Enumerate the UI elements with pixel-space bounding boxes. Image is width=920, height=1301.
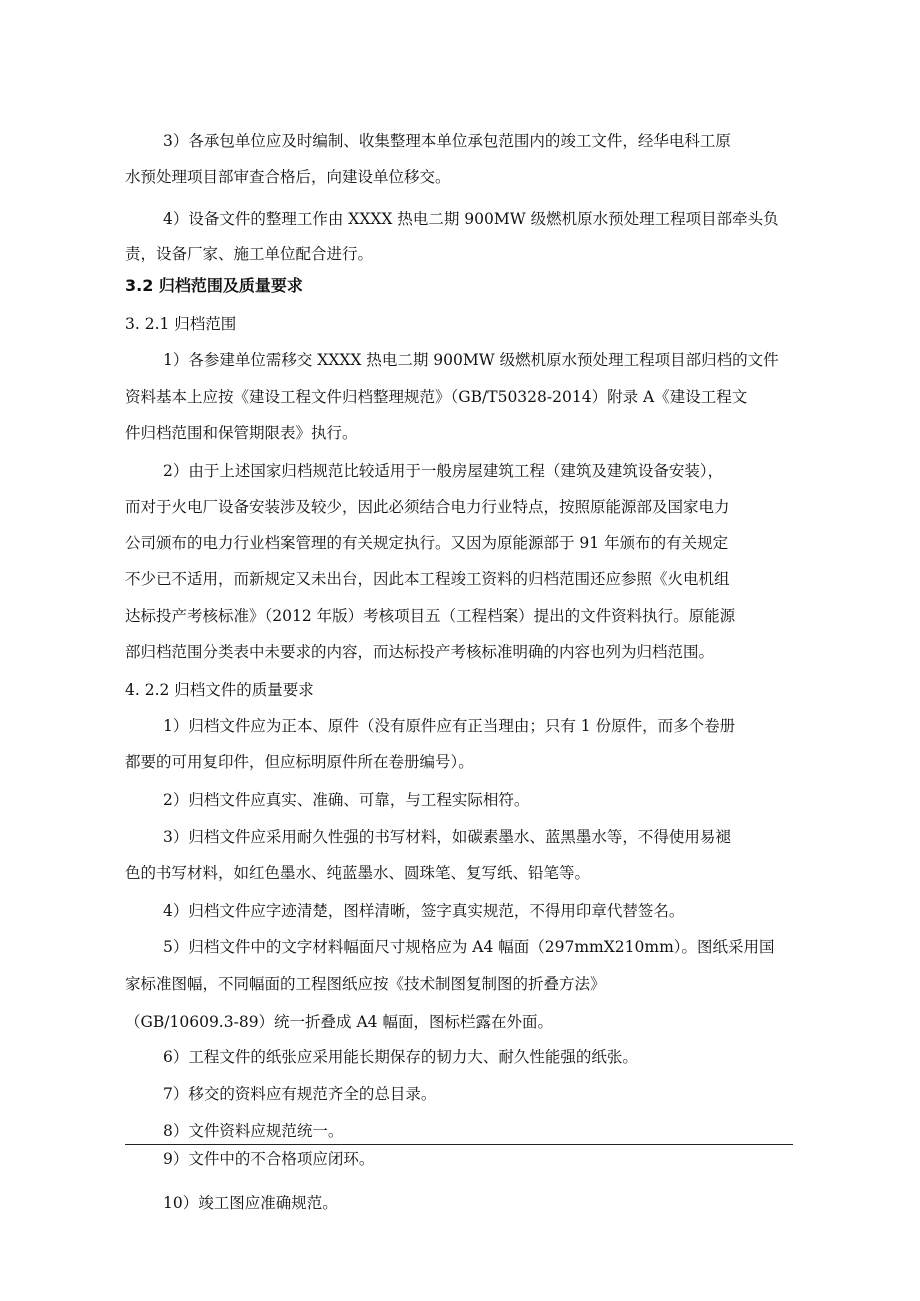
- quality-item-5-line-1: 5）归档文件中的文字材料幅面尺寸规格应为 A4 幅面（297mmX210mm）。图纸采用国: [163, 938, 775, 956]
- quality-item-3-line-2: 色的书写材料，如红色墨水、纯蓝墨水、圆珠笔、复写纸、铅笔等。: [125, 864, 591, 882]
- quality-item-9: 9）文件中的不合格项应闭环。: [163, 1150, 375, 1168]
- scope-item-1-line-3: 件归档范围和保管期限表》执行。: [125, 424, 358, 442]
- section-heading-3-2: 3.2 归档范围及质量要求: [125, 276, 303, 295]
- subsection-heading-2-2: 4. 2.2 归档文件的质量要求: [125, 681, 314, 699]
- quality-item-3-line-1: 3）归档文件应采用耐久性强的书写材料，如碳素墨水、蓝黑墨水等，不得使用易褪: [163, 828, 731, 846]
- quality-item-8: 8）文件资料应规范统一。: [163, 1122, 344, 1140]
- paragraph-3-line-1: 3）各承包单位应及时编制、收集整理本单位承包范围内的竣工文件，经华电科工原: [163, 132, 731, 150]
- quality-item-7: 7）移交的资料应有规范齐全的总目录。: [163, 1085, 437, 1103]
- scope-item-1-line-1: 1）各参建单位需移交 XXXX 热电二期 900MW 级燃机原水预处理工程项目部归档的文件: [163, 351, 779, 369]
- quality-item-4: 4）归档文件应字迹清楚，图样清晰，签字真实规范，不得用印章代替签名。: [163, 902, 685, 920]
- quality-item-5-line-3: （GB/10609.3-89）统一折叠成 A4 幅面，图标栏露在外面。: [125, 1013, 553, 1031]
- subsection-heading-2-1: 3. 2.1 归档范围: [125, 315, 237, 333]
- quality-item-2: 2）归档文件应真实、准确、可靠，与工程实际相符。: [163, 791, 530, 809]
- paragraph-4-line-1: 4）设备文件的整理工作由 XXXX 热电二期 900MW 级燃机原水预处理工程项目部牵头负: [163, 210, 779, 228]
- scope-item-2-line-4: 不少已不适用，而新规定又未出台，因此本工程竣工资料的归档范围还应参照《火电机组: [125, 570, 730, 588]
- paragraph-3-line-2: 水预处理项目部审查合格后，向建设单位移交。: [125, 168, 451, 186]
- scope-item-2-line-1: 2）由于上述国家归档规范比较适用于一般房屋建筑工程（建筑及建筑设备安装），: [163, 462, 724, 480]
- quality-item-5-line-2: 家标准图幅，不同幅面的工程图纸应按《技术制图复制图的折叠方法》: [125, 975, 606, 993]
- paragraph-4-line-2: 责，设备厂家、施工单位配合进行。: [125, 245, 374, 263]
- quality-item-1-line-1: 1）归档文件应为正本、原件（没有原件应有正当理由；只有 1 份原件，而多个卷册: [163, 717, 736, 735]
- scope-item-1-line-2: 资料基本上应按《建设工程文件归档整理规范》（GB/T50328-2014）附录 A《建设工程文: [125, 388, 748, 406]
- scope-item-2-line-3: 公司颁布的电力行业档案管理的有关规定执行。又因为原能源部于 91 年颁布的有关规定: [125, 534, 729, 552]
- quality-item-1-line-2: 都要的可用复印件，但应标明原件所在卷册编号）。: [125, 753, 474, 771]
- horizontal-rule: [125, 1144, 793, 1145]
- scope-item-2-line-5: 达标投产考核标准》（2012 年版）考核项目五（工程档案）提出的文件资料执行。原能源: [125, 607, 736, 625]
- quality-item-6: 6）工程文件的纸张应采用能长期保存的韧力大、耐久性能强的纸张。: [163, 1048, 638, 1066]
- scope-item-2-line-2: 而对于火电厂设备安装涉及较少，因此必须结合电力行业特点，按照原能源部及国家电力: [125, 498, 730, 516]
- scope-item-2-line-6: 部归档范围分类表中未要求的内容，而达标投产考核标准明确的内容也列为归档范围。: [125, 643, 715, 661]
- quality-item-10: 10）竣工图应准确规范。: [163, 1194, 338, 1212]
